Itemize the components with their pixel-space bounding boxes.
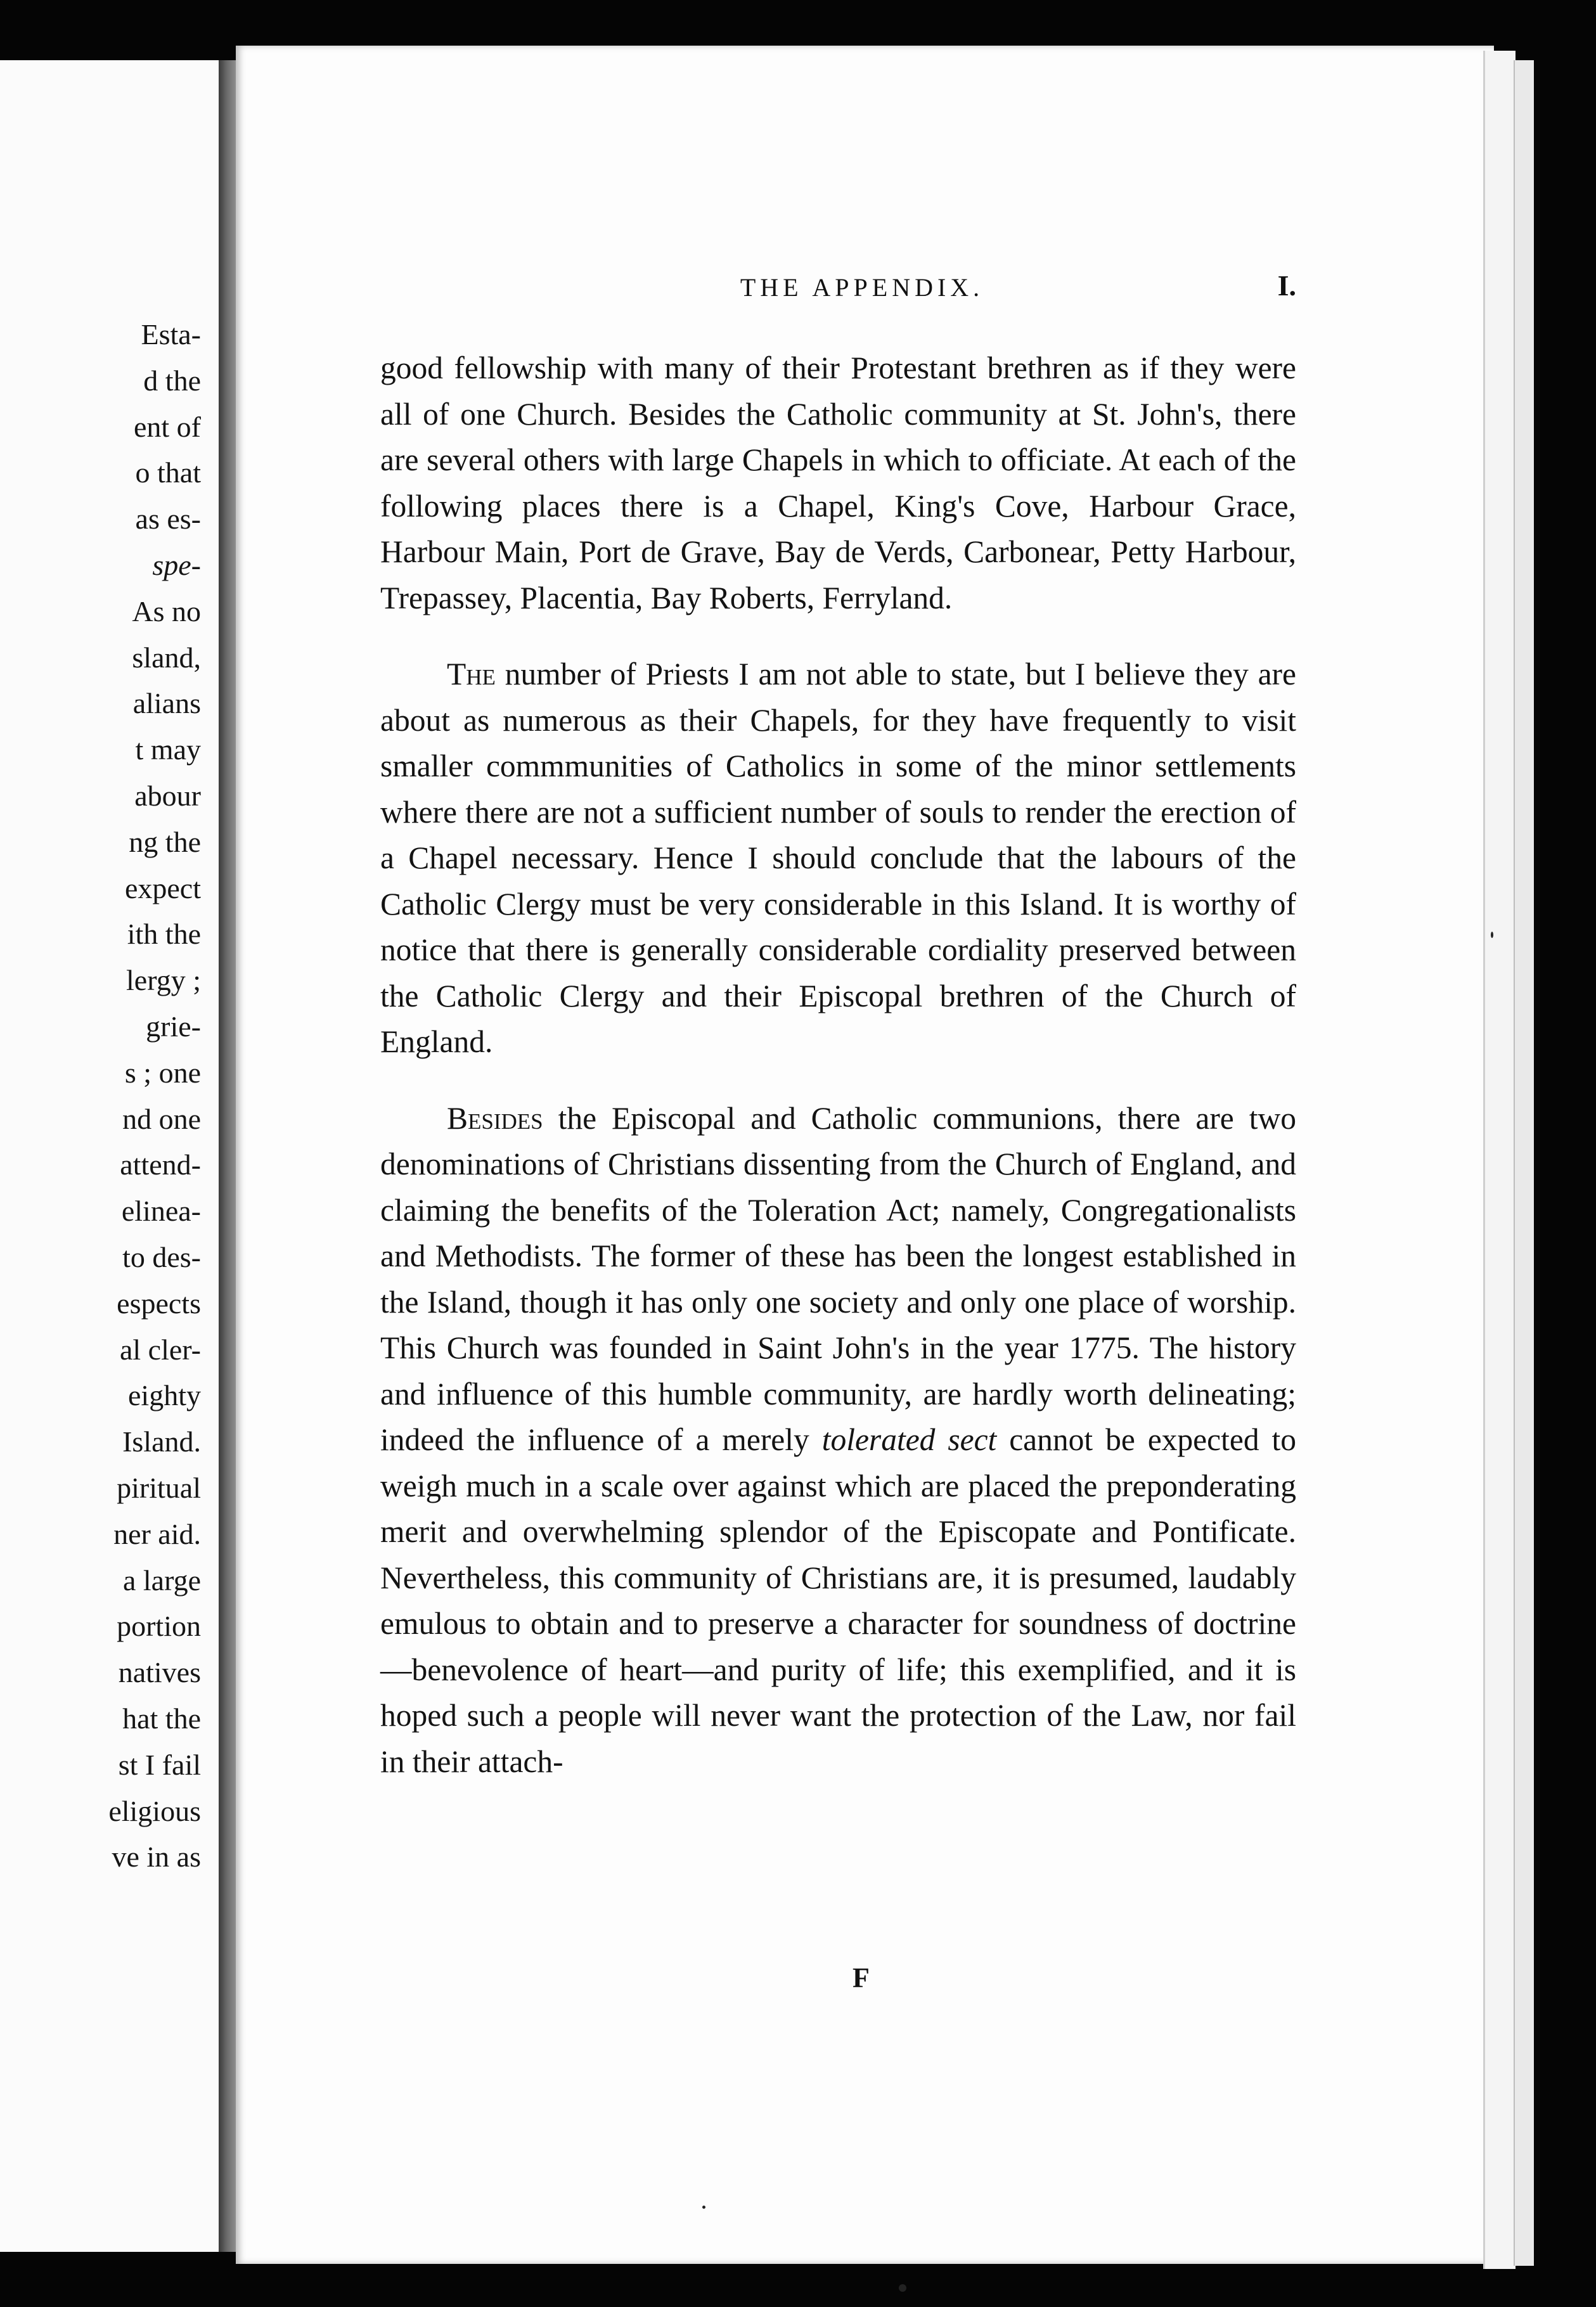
paragraph-lead: The — [447, 657, 496, 691]
left-page-line: st I fail — [118, 1748, 201, 1781]
left-page-line: al cler- — [119, 1333, 201, 1366]
paragraph-text: good fellowship with many of their Protestant brethren as if they were all of one Church. Besides the Catholic community at St. John's, there are several others with large Chapels in which to officiate. At each of the following places there is a Chapel, King's Cove, Harbour Grace, Harbour Main, Port de Grave, Bay de Verds, Carbonear, Petty Harbour, Trepassey, Placentia, Bay Roberts, Ferryland. — [380, 350, 1296, 615]
left-page-line: o that — [135, 456, 201, 489]
left-page-line: ve in as — [112, 1841, 201, 1873]
ink-speck — [1491, 932, 1493, 938]
left-page-line: As no — [132, 594, 201, 627]
left-page-line: ent of — [133, 410, 201, 443]
left-page-line: Island. — [122, 1425, 201, 1458]
left-page-line: espects — [117, 1287, 201, 1320]
left-page-line: grie- — [146, 1010, 201, 1043]
paragraph-text: number of Priests I am not able to state, but I believe they are about as numerous as their Chapels, for they have frequently to visit smaller commmunities of Catholics in some of the minor settlements where there are not a sufficient number of souls to render the erection of a Chapel necessary. Hence I should conclude that the labours of the Catholic Clergy must be very considerable in this Island. It is worthy of notice that there is generally considerable cordiality preserved between the Catholic Clergy and their Episcopal brethren of the Church of England. — [380, 657, 1296, 1059]
ink-speck — [702, 2206, 705, 2209]
left-page-line: expect — [124, 871, 201, 904]
left-page-line: spe- — [152, 549, 201, 581]
page-edge — [1514, 60, 1534, 2266]
paragraph — [380, 345, 1296, 621]
previous-page — [0, 60, 219, 2252]
left-page-line: elinea- — [121, 1195, 201, 1228]
left-page-line: hat the — [122, 1702, 201, 1735]
signature-mark: F — [853, 1962, 870, 1993]
left-page-line: alians — [132, 687, 201, 720]
left-page-line: attend- — [120, 1148, 201, 1181]
left-page-line: ith the — [127, 918, 201, 951]
left-page-line: ng the — [129, 825, 201, 858]
left-page-line: a large — [122, 1564, 201, 1597]
left-page-line: ner aid. — [113, 1517, 201, 1550]
left-page-line: to des- — [122, 1241, 201, 1273]
left-page-line: Esta- — [141, 318, 201, 350]
left-page-line: abour — [134, 780, 201, 812]
left-page-line: t may — [135, 733, 201, 766]
left-page-line: d the — [143, 364, 201, 397]
paragraph — [380, 1096, 1296, 1785]
left-page-line: lergy ; — [126, 964, 201, 997]
running-head: THE APPENDIX. — [740, 273, 984, 302]
page-header — [428, 269, 1296, 311]
paragraph-text: cannot be expected to weigh much in a scale over against which are placed the preponderating merit and overwhelming splendor of the Episcopate and Pontificate. Nevertheless, this community of Christians are, it is presumed, laudably emulous to obtain and to preserve a character for soundness of doctrine—benevolence of heart—and purity of life; this exemplified, and it is hoped such a people will never want the protection of the Law, nor fail in their attach- — [380, 1422, 1297, 1779]
page-number: I. — [1277, 269, 1296, 302]
left-page-line: eligious — [108, 1794, 201, 1827]
paragraph-text: the Episcopal and Catholic communions, there are two denominations of Christians dissenting from the Church of England, and claiming the benefits of the Toleration Act; namely, Congregationalists and Methodists. The former of these has been the longest established in the Island, though it has only one society and only one place of worship. This Church was founded in Saint John's in the year 1775. The history and influence of this humble community, are hardly worth delineating; indeed the influence of a merely — [380, 1100, 1296, 1457]
emphasis: tolerated sect — [821, 1422, 997, 1457]
paragraph — [380, 652, 1296, 1065]
left-page-line: sland, — [132, 641, 201, 674]
left-page-line: nd one — [122, 1102, 201, 1135]
left-page-line: natives — [118, 1656, 201, 1689]
body-text — [380, 345, 1296, 1815]
left-page-line: piritual — [117, 1472, 201, 1504]
left-page-line: as es- — [135, 503, 201, 536]
ink-speck — [899, 2284, 906, 2292]
page-edge — [1483, 51, 1516, 2269]
left-page-line: portion — [117, 1610, 201, 1643]
left-page-line: eighty — [128, 1379, 201, 1412]
paragraph-lead: Besides — [447, 1100, 543, 1136]
left-page-line: s ; one — [124, 1056, 201, 1089]
